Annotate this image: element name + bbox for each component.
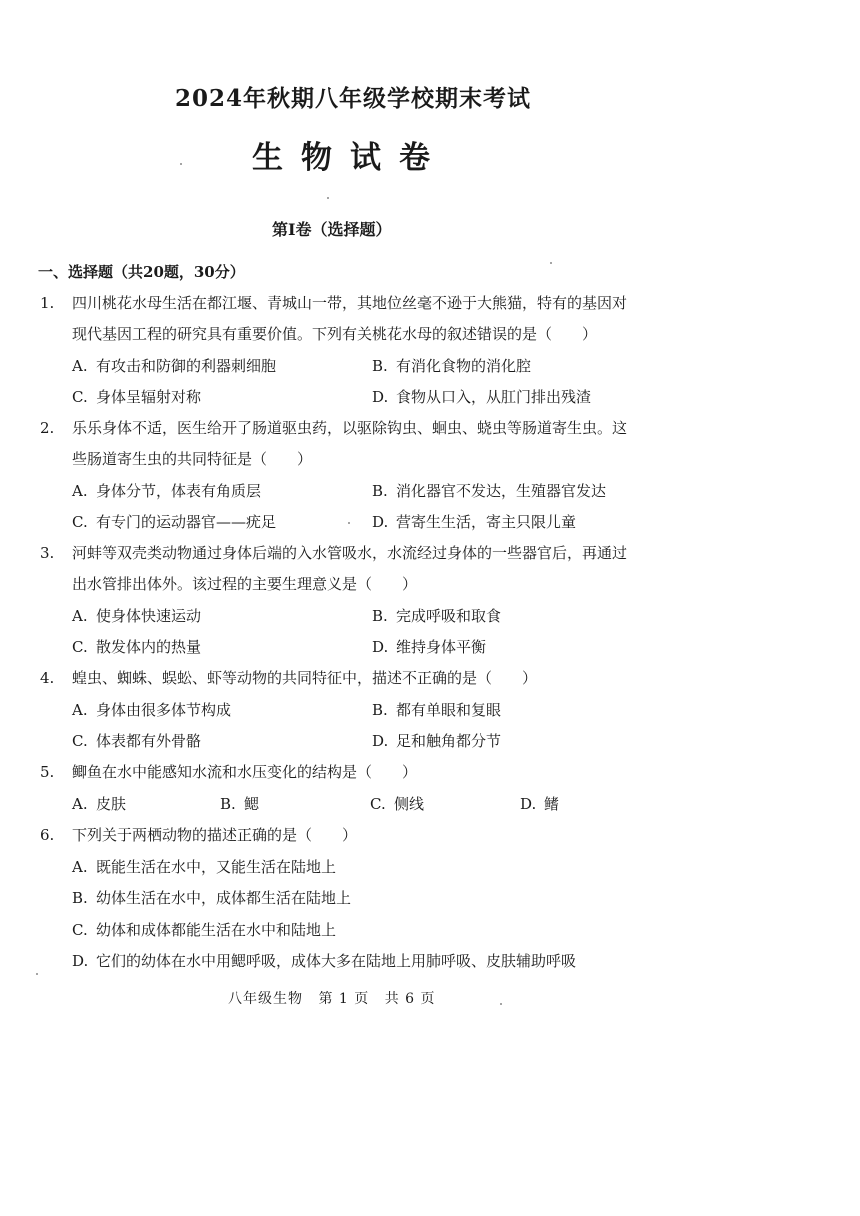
question-2-option-a: A. 身体分节，体表有角质层 [72, 482, 262, 500]
question-4-line-1 [40, 667, 537, 688]
question-2-option-d: D. 营寄生生活，寄主只限儿童 [372, 513, 577, 531]
question-2-line-1 [40, 417, 627, 438]
footer-total-pages: 共 6 页 [384, 991, 436, 1007]
question-text: 河蚌等双壳类动物通过身体后端的入水管吸水，水流经过身体的一些器官后，再通过 [72, 544, 628, 562]
question-1-option-c: C. 身体呈辐射对称 [72, 388, 202, 406]
question-4-option-c: C. 体表都有外骨骼 [72, 732, 202, 750]
question-3-option-b: B. 完成呼吸和取食 [372, 607, 502, 625]
section-title: 第Ⅰ卷（选择题） [272, 220, 392, 239]
scan-speck [327, 197, 329, 199]
part-heading: 一、选择题（共20题，30分） [38, 263, 245, 281]
scan-speck [550, 262, 552, 264]
scan-speck [500, 1003, 502, 1005]
question-6-option-b: B. 幼体生活在水中，成体都生活在陆地上 [72, 889, 352, 907]
question-6-option-c: C. 幼体和成体都能生活在水中和陆地上 [72, 921, 337, 939]
question-2-option-b: B. 消化器官不发达，生殖器官发达 [372, 482, 607, 500]
page-footer [228, 988, 446, 1008]
question-5-option-a: A. 皮肤 [72, 795, 127, 813]
question-5-option-c: C. 侧线 [370, 795, 425, 813]
question-5-line-1 [40, 761, 417, 782]
scan-speck [36, 973, 38, 975]
scan-speck [180, 163, 182, 165]
question-1-line-1 [40, 292, 627, 313]
exam-title: 2024年秋期八年级学校期末考试 [175, 85, 532, 112]
question-3-line-2: 出水管排出体外。该过程的主要生理意义是（ ） [72, 575, 418, 593]
subject-title: 生物试卷 [252, 140, 448, 176]
question-3-option-d: D. 维持身体平衡 [372, 638, 487, 656]
question-2-option-c: C. 有专门的运动器官——疣足 [72, 513, 277, 531]
question-number: 5. [40, 763, 55, 781]
question-4-option-d: D. 足和触角都分节 [372, 732, 502, 750]
question-number: 2. [40, 419, 55, 437]
question-number: 3. [40, 544, 55, 562]
question-number: 6. [40, 826, 55, 844]
question-text: 鲫鱼在水中能感知水流和水压变化的结构是（ ） [72, 763, 418, 781]
question-6-line-1 [40, 824, 357, 845]
footer-subject: 八年级生物 [228, 991, 303, 1007]
question-number: 4. [40, 669, 55, 687]
question-3-line-1 [40, 542, 627, 563]
footer-page-number: 第 1 页 [318, 991, 370, 1007]
question-5-option-d: D. 鳍 [520, 795, 560, 813]
question-3-option-c: C. 散发体内的热量 [72, 638, 202, 656]
question-text: 蝗虫、蜘蛛、蜈蚣、虾等动物的共同特征中，描述不正确的是（ ） [72, 669, 538, 687]
scan-speck [348, 522, 350, 524]
question-4-option-a: A. 身体由很多体节构成 [72, 701, 232, 719]
question-number: 1. [40, 294, 55, 312]
question-1-line-2: 现代基因工程的研究具有重要价值。下列有关桃花水母的叙述错误的是（ ） [72, 325, 598, 343]
question-text: 下列关于两栖动物的描述正确的是（ ） [72, 826, 358, 844]
question-5-option-b: B. 鳃 [220, 795, 260, 813]
question-1-option-a: A. 有攻击和防御的利器刺细胞 [72, 357, 277, 375]
question-text: 乐乐身体不适，医生给开了肠道驱虫药，以驱除钩虫、蛔虫、蛲虫等肠道寄生虫。这 [72, 419, 628, 437]
question-4-option-b: B. 都有单眼和复眼 [372, 701, 502, 719]
question-3-option-a: A. 使身体快速运动 [72, 607, 202, 625]
question-6-option-a: A. 既能生活在水中，又能生活在陆地上 [72, 858, 337, 876]
question-6-option-d: D. 它们的幼体在水中用鳃呼吸，成体大多在陆地上用肺呼吸、皮肤辅助呼吸 [72, 952, 577, 970]
question-1-option-b: B. 有消化食物的消化腔 [372, 357, 532, 375]
question-1-option-d: D. 食物从口入，从肛门排出残渣 [372, 388, 592, 406]
question-text: 四川桃花水母生活在都江堰、青城山一带，其地位丝毫不逊于大熊猫，特有的基因对 [72, 294, 628, 312]
question-2-line-2: 些肠道寄生虫的共同特征是（ ） [72, 450, 313, 468]
